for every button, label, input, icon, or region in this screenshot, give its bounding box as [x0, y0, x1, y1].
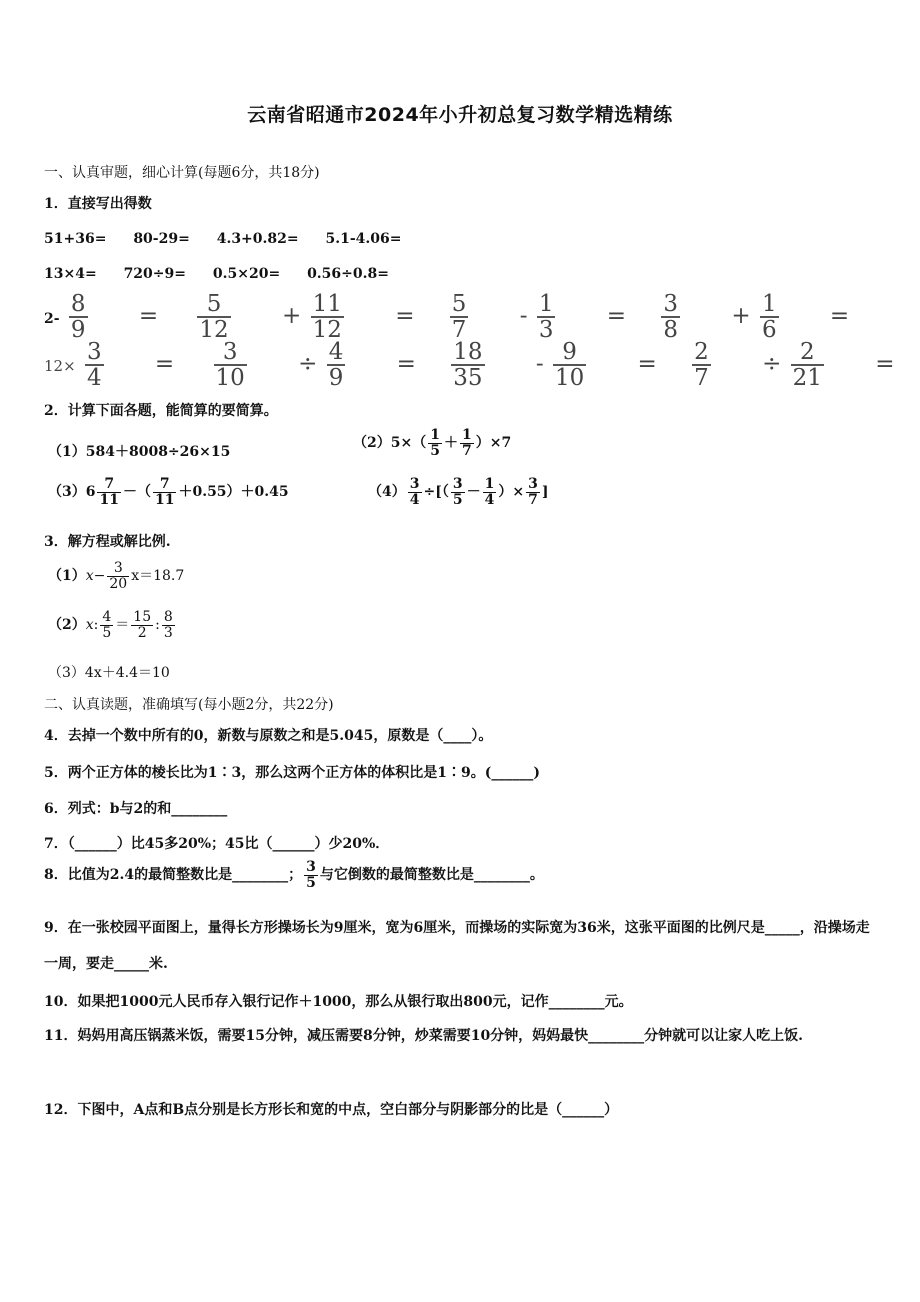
equals-sign: =: [637, 351, 657, 378]
fraction: $\frac{3}{4}$: [86, 339, 102, 392]
problem: 5.1-4.06=: [325, 231, 402, 247]
mental-math-row-1: [44, 231, 424, 247]
fraction: $\frac{3}{5}$: [452, 476, 463, 508]
equals-sign: =: [875, 351, 895, 378]
q3-equation-1: （1）x− $\frac{3}{20}$ x＝18.7: [48, 560, 185, 592]
question-9: 9．在一张校园平面图上，量得长方形操场长为9厘米，宽为6厘米，而操场的实际宽为36米，这张平面图的比例尺是_____，沿操场走一周，要走_____米.: [44, 920, 870, 972]
question-10: 10．如果把1000元人民币存入银行记作＋1000，那么从银行取出800元，记作________元。: [44, 994, 633, 1010]
minus-sign: -: [519, 303, 528, 330]
equals-sign: =: [395, 303, 415, 330]
question-4: 4．去掉一个数中所有的0，新数与原数之和是5.045，原数是（____）。: [44, 728, 493, 744]
divide-sign: ÷: [762, 351, 782, 378]
q2-problem-2: （2）5×（ $\frac{1}{5}$ ＋ $\frac{1}{7}$ ）×7: [353, 427, 512, 459]
fraction: $\frac{2}{21}$: [792, 339, 822, 392]
fraction: $\frac{2}{7}$: [694, 339, 709, 392]
equals-sign: =: [154, 351, 175, 378]
fraction: $\frac{1}{7}$: [461, 427, 472, 459]
fraction: $\frac{7}{11}$: [99, 476, 119, 508]
fraction: $\frac{4}{5}$: [102, 609, 112, 641]
equals-sign: =: [396, 351, 416, 378]
question-11: 11．妈妈用高压锅蒸米饭，需要15分钟，减压需要8分钟，炒菜需要10分钟，妈妈最快________分钟就可以让家人吃上饭.: [44, 1028, 804, 1044]
fraction: $\frac{5}{7}$: [451, 291, 467, 344]
plus-sign: +: [731, 303, 751, 330]
fraction: $\frac{18}{35}$: [453, 339, 483, 392]
fraction: $\frac{8}{9}$: [70, 291, 86, 344]
fraction: $\frac{11}{12}$: [312, 291, 342, 344]
q3-equation-2: （2）x: $\frac{4}{5}$ ＝ $\frac{15}{2}$ : $\frac{8}{3}$: [48, 609, 173, 641]
fraction: $\frac{3}{7}$: [528, 476, 538, 508]
problem: 720÷9=: [123, 266, 186, 282]
fraction: $\frac{3}{8}$: [663, 291, 679, 344]
question-8: 8．比值为2.4的最简整数比是________； $\frac{3}{5}$ 与它倒数的最简整数比是________。: [44, 859, 544, 891]
problem: 13×4=: [44, 266, 97, 282]
fraction: $\frac{1}{4}$: [484, 476, 495, 508]
fraction: $\frac{7}{11}$: [154, 476, 175, 508]
page-title: 云南省昭通市2024年小升初总复习数学精选精练: [247, 104, 673, 126]
fraction: $\frac{1}{6}$: [761, 291, 777, 344]
fraction: $\frac{4}{9}$: [328, 339, 344, 392]
problem: 0.5×20=: [212, 266, 281, 282]
question-1-label: 1．直接写出得数: [44, 196, 152, 212]
fraction: $\frac{3}{4}$: [409, 476, 420, 508]
fraction: $\frac{15}{2}$: [133, 609, 152, 641]
problem: 80-29=: [133, 231, 190, 247]
q2-problem-3: （3）6 $\frac{7}{11}$ －（ $\frac{7}{11}$ ＋0.55）＋0.45: [48, 476, 289, 508]
fraction: $\frac{1}{3}$: [538, 291, 554, 344]
fraction: $\frac{9}{10}$: [554, 339, 585, 392]
fraction: $\frac{3}{20}$: [109, 560, 128, 592]
fraction: $\frac{8}{3}$: [163, 609, 173, 641]
row-prefix: 2-: [44, 311, 60, 328]
question-6: 6．列式：b与2的和________: [44, 801, 228, 817]
equals-sign: =: [829, 303, 850, 330]
question-12: 12．下图中，A点和B点分别是长方形长和宽的中点，空白部分与阴影部分的比是（______）: [44, 1102, 619, 1118]
fraction-row-1: [44, 292, 849, 342]
row-prefix: 12×: [44, 357, 76, 376]
fraction: $\frac{5}{12}$: [199, 291, 229, 344]
section-1-heading: 一、认真审题，细心计算(每题6分，共18分): [44, 165, 320, 181]
question-3-label: 3．解方程或解比例.: [44, 534, 171, 550]
plus-sign: +: [282, 303, 302, 330]
question-2-label: 2．计算下面各题，能简算的要简算。: [44, 403, 278, 419]
question-7: 7．（______）比45多20%；45比（______）少20%．: [44, 836, 390, 852]
equals-sign: =: [606, 303, 627, 330]
q3-equation-3: （3）4x＋4.4＝10: [48, 665, 170, 681]
mental-math-row-2: [44, 266, 411, 282]
problem: 51+36=: [44, 231, 107, 247]
fraction-row-2: [44, 340, 895, 390]
minus-sign: -: [535, 351, 544, 378]
problem: 0.56÷0.8=: [307, 266, 389, 282]
problem: 4.3+0.82=: [216, 231, 299, 247]
q2-problem-4: （4） $\frac{3}{4}$ ÷[（ $\frac{3}{5}$ － $\frac{1}{4}$ ）× $\frac{3}{7}$ ]: [368, 476, 549, 508]
section-2-heading: 二、认真读题，准确填写(每小题2分，共22分): [44, 697, 334, 713]
question-5: 5．两个正方体的棱长比为1∶3，那么这两个正方体的体积比是1∶9。(______): [44, 765, 540, 781]
fraction: $\frac{1}{5}$: [430, 427, 440, 459]
fraction: $\frac{3}{5}$: [306, 859, 316, 891]
divide-sign: ÷: [298, 351, 318, 378]
equals-sign: =: [138, 303, 159, 330]
fraction: $\frac{3}{10}$: [215, 339, 245, 392]
q2-problem-1: （1）584＋8008÷26×15: [48, 444, 231, 460]
